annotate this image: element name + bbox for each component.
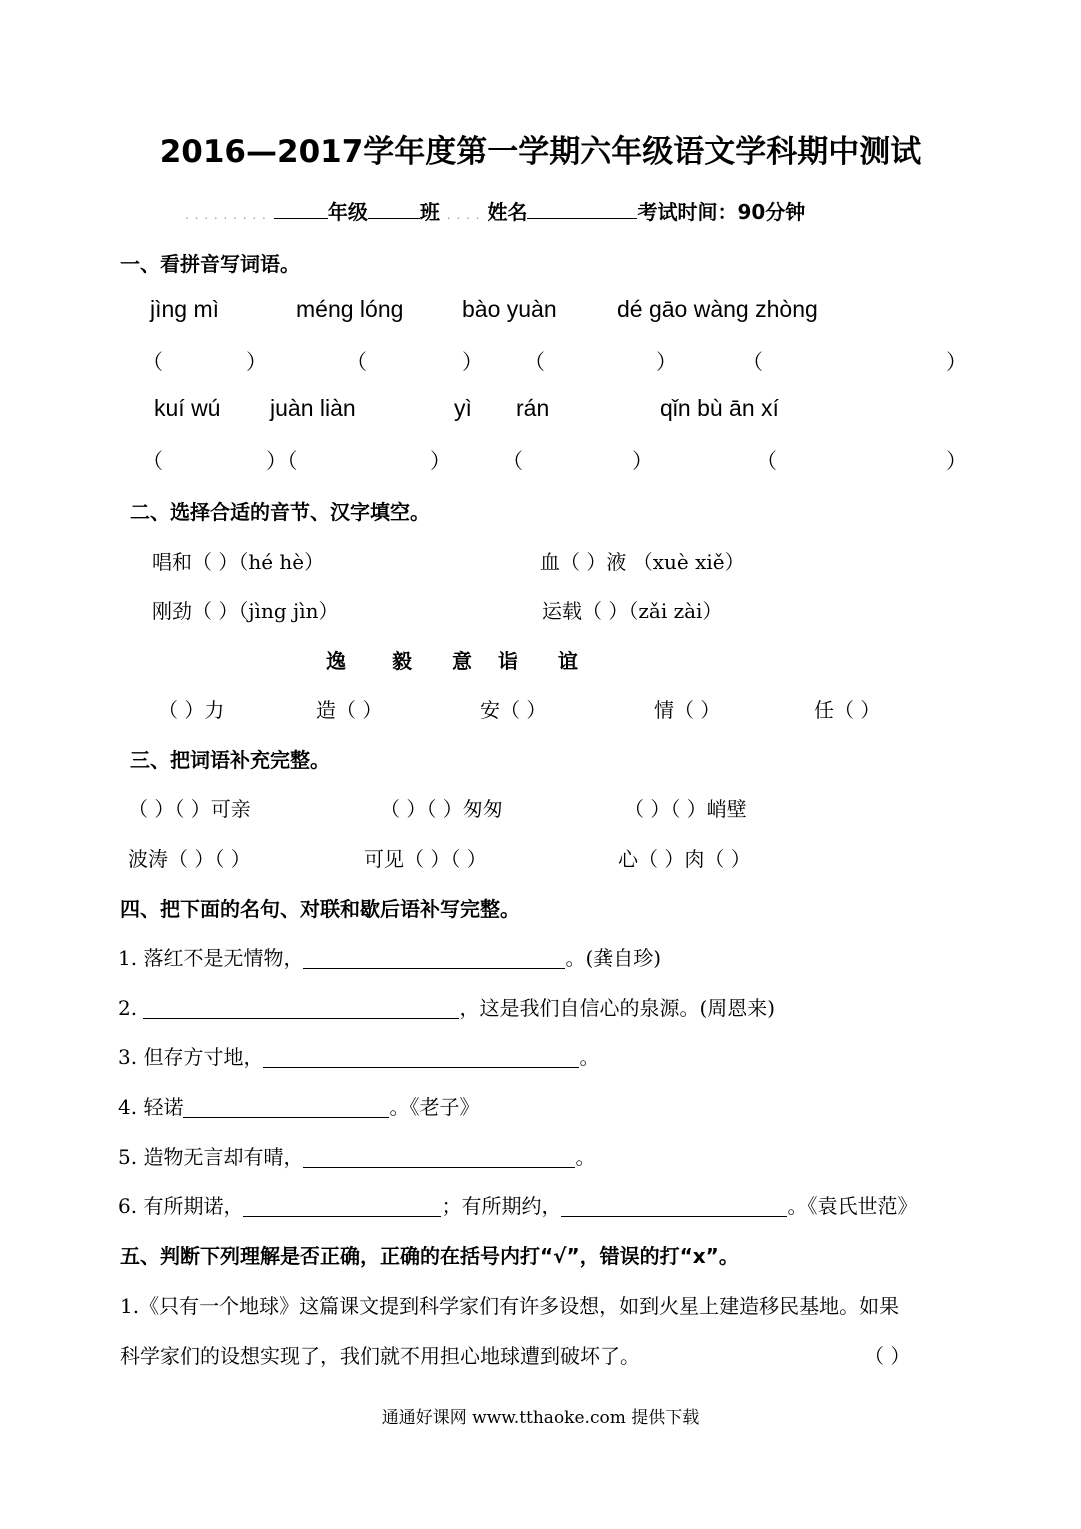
answer-paren: （ <box>142 449 163 473</box>
grade-label: 年级 <box>327 200 368 224</box>
s3-item: 波涛（ ）（ ） <box>128 847 251 871</box>
s2-char: 意 <box>452 649 472 673</box>
pinyin-1: jìng mì <box>150 296 220 322</box>
s3-item: （ ）（ ）峭壁 <box>624 797 747 821</box>
s3-item: 可见（ ）（ ） <box>364 847 487 871</box>
answer-paren: ）（ <box>266 449 298 473</box>
pinyin-8: rán <box>516 395 550 421</box>
answer-paren: ） <box>462 350 483 374</box>
answer-paren: （ <box>142 350 163 374</box>
answer-paren: （ <box>502 449 523 473</box>
s2-item: 刚劲（ ）（jìng jìn） <box>152 599 339 623</box>
s2-char: 逸 <box>326 649 346 673</box>
answer-line[interactable] <box>303 948 565 969</box>
time-label: 考试时间：90分钟 <box>637 200 806 224</box>
pinyin-4: dé gāo wàng zhòng <box>617 296 818 322</box>
section-5-heading: 五、判断下列理解是否正确，正确的在括号内打“√”，错误的打“x”。 <box>120 1244 739 1268</box>
pinyin-7: yì <box>454 395 472 421</box>
answer-paren: ） <box>430 449 451 473</box>
answer-paren: （ <box>524 350 545 374</box>
s4-item-2: 2. ，这是我们自信心的泉源。(周恩来) <box>118 996 776 1020</box>
s5-question-1-cont: 科学家们的设想实现了，我们就不用担心地球遭到破坏了。 <box>120 1344 640 1368</box>
section-2-heading: 二、选择合适的音节、汉字填空。 <box>130 500 430 524</box>
answer-paren: （ <box>756 449 777 473</box>
s3-item: （ ）（ ）匆匆 <box>380 797 503 821</box>
s3-item: （ ）（ ）可亲 <box>128 797 251 821</box>
answer-paren: （ <box>346 350 367 374</box>
s2-blank: 造（ ） <box>316 698 383 722</box>
s3-item: 心（ ）肉（ ） <box>618 847 751 871</box>
pinyin-3: bào yuàn <box>462 296 557 322</box>
s4-item-1: 1. 落红不是无情物， 。(龚自珍) <box>118 946 662 970</box>
s4-item-5: 5. 造物无言却有晴， 。 <box>118 1145 596 1169</box>
section-4-heading: 四、把下面的名句、对联和歇后语补写完整。 <box>120 897 520 921</box>
s5-question-1: 1.《只有一个地球》这篇课文提到科学家们有许多设想，如到火星上建造移民基地。如果 <box>120 1294 900 1318</box>
s2-blank: 任（ ） <box>814 698 881 722</box>
answer-line[interactable] <box>183 1097 389 1118</box>
answer-paren: ） <box>656 350 677 374</box>
pinyin-5: kuí wú <box>154 395 221 421</box>
s2-char: 毅 <box>392 649 412 673</box>
s2-char: 谊 <box>558 649 578 673</box>
class-label: 班 <box>419 200 440 224</box>
pinyin-9: qǐn bù ān xí <box>660 395 779 421</box>
s2-char: 诣 <box>498 649 518 673</box>
s2-item: 唱和（ ）（hé hè） <box>152 550 325 574</box>
pinyin-6: juàn liàn <box>270 395 356 421</box>
s4-item-4: 4. 轻诺 。《老子》 <box>118 1095 480 1119</box>
answer-paren: ） <box>946 449 967 473</box>
answer-line[interactable] <box>561 1196 787 1217</box>
answer-line[interactable] <box>143 998 459 1019</box>
s2-blank: （ ）力 <box>158 698 225 722</box>
s2-blank: 安（ ） <box>480 698 547 722</box>
answer-line[interactable] <box>243 1196 441 1217</box>
section-1-heading: 一、看拼音写词语。 <box>120 252 300 276</box>
s2-item: 运载（ ）（zǎi zài） <box>542 599 723 623</box>
name-label: 姓名 <box>487 200 528 224</box>
answer-paren[interactable]: （ ） <box>864 1344 911 1368</box>
pinyin-2: méng lóng <box>296 296 404 322</box>
answer-paren: ） <box>632 449 653 473</box>
answer-paren: ） <box>246 350 267 374</box>
answer-line[interactable] <box>303 1147 575 1168</box>
page-title: 2016—2017学年度第一学期六年级语文学科期中测试 <box>159 134 922 170</box>
s4-item-3: 3. 但存方寸地， 。 <box>118 1045 600 1069</box>
s2-item: 血（ ）液 （xuè xiě） <box>540 550 745 574</box>
answer-line[interactable] <box>263 1047 579 1068</box>
answer-paren: ） <box>946 350 967 374</box>
student-info-line: . . . . . . . . . 年级 班 . . . . 姓名 考试时间：90分钟 <box>185 200 806 224</box>
s4-item-6: 6. 有所期诺， ；有所期约， 。《袁氏世范》 <box>118 1194 918 1218</box>
footer-note: 通通好课网 www.tthaoke.com 提供下载 <box>381 1408 700 1428</box>
s2-blank: 情（ ） <box>654 698 721 722</box>
section-3-heading: 三、把词语补充完整。 <box>130 748 330 772</box>
answer-paren: （ <box>742 350 763 374</box>
